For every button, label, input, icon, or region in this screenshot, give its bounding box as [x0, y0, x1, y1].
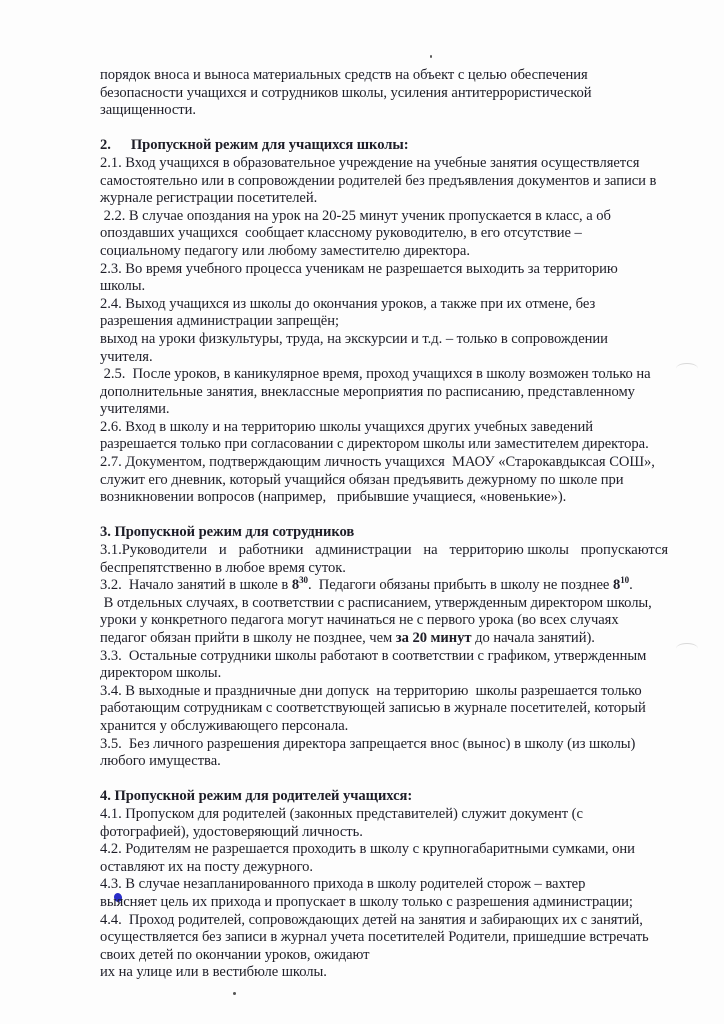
arrival-time — [613, 577, 629, 593]
word: и — [218, 542, 227, 559]
text-fragment: педагог обязан прийти в школу не позднее, чем — [100, 630, 396, 646]
word: на — [423, 542, 438, 559]
text-line: любого имущества. — [100, 753, 221, 770]
word: работники — [238, 542, 304, 559]
text-line: социальному педагогу или любому заместителю директора. — [100, 242, 470, 259]
text-line: опоздавших учащихся сообщает классному руководителю, в его отсутствие – — [100, 225, 582, 242]
start-time-hour: 8 — [291, 577, 300, 594]
text-line: осуществляется без записи в журнал учета посетителей Родители, пришедшие встречать — [100, 929, 649, 946]
start-time-minutes: 30 — [299, 575, 308, 586]
text-line: директором школы. — [100, 665, 222, 682]
text-line-schedule — [100, 577, 700, 595]
text-line: фотографией), удостоверяющий личность. — [100, 823, 363, 840]
text-line: 2.4. Выход учащихся из школы до окончания уроков, а также при их отмене, без — [100, 295, 596, 312]
text-fragment: 3.2. Начало занятий в школе в — [100, 577, 292, 594]
text-line: 2.6. Вход в школу и на территорию школы учащихся других учебных заведений — [100, 418, 594, 435]
scan-speck — [430, 55, 432, 58]
section-number: 2. — [100, 137, 111, 154]
section-heading: 3. Пропускной режим для сотрудников — [100, 524, 355, 541]
text-line: беспрепятственно в любое время суток. — [100, 559, 346, 576]
text-fragment: . — [629, 577, 633, 594]
text-line: порядок вноса и выноса материальных средств на объект с целью обеспечения — [100, 67, 588, 83]
text-fragment: . Педагоги обязаны прибыть в школу не позднее — [308, 577, 613, 594]
text-line: журнале регистрации посетителей. — [100, 190, 318, 207]
word: территорию школы — [449, 542, 569, 559]
scan-speck — [233, 992, 236, 995]
word: 3.1.Руководители — [100, 542, 207, 559]
section-heading — [100, 137, 700, 155]
text-line: 3.4. В выходные и праздничные дни допуск на территорию школы разрешается только — [100, 682, 642, 699]
section-students — [100, 137, 700, 506]
text-line: самостоятельно или в сопровождении родителей без предъявления документов и записи в — [100, 172, 657, 189]
arrival-time-minutes: 10 — [620, 575, 630, 586]
text-line-20min — [100, 630, 700, 648]
text-line: учителями. — [100, 401, 170, 418]
justified-text-line — [100, 542, 668, 560]
text-line: выход на уроки физкультуры, труда, на экскурсии и т.д. – только в сопровождении — [100, 330, 608, 347]
document-body — [100, 67, 700, 982]
text-line: хранится у обслуживающего персонала. — [100, 717, 349, 734]
text-line: 4.4. Проход родителей, сопровождающих детей на занятия и забирающих их с занятий, — [100, 911, 643, 928]
text-line: В отдельных случаях, в соответствии с расписанием, утвержденным директором школы, — [100, 594, 652, 611]
text-line: 2.1. Вход учащихся в образовательное учреждение на учебные занятия осуществляется — [100, 154, 640, 171]
text-line: служит его дневник, который учащийся обязан предъявить дежурному по школе при — [100, 471, 624, 488]
intro-paragraph — [100, 67, 700, 120]
paragraph-gap — [100, 120, 700, 138]
text-line: своих детей по окончании уроков, ожидают — [100, 946, 370, 963]
text-line: безопасности учащихся и сотрудников школы, усиления антитеррористической — [100, 84, 592, 101]
text-line: 2.3. Во время учебного процесса ученикам не разрешается выходить за территорию — [100, 260, 618, 277]
text-line: их на улице или в вестибюле школы. — [100, 964, 327, 981]
word: пропускаются — [580, 542, 668, 559]
arrival-time-hour: 8 — [612, 577, 621, 594]
text-line: работающим сотрудникам с соответствующей записью в журнале посетителей, который — [100, 700, 646, 717]
section-staff — [100, 524, 700, 770]
paragraph-gap — [100, 771, 700, 789]
text-line: учителя. — [100, 348, 153, 365]
bold-duration: за 20 минут — [395, 630, 472, 646]
text-line: 2.7. Документом, подтверждающим личность учащихся МАОУ «Старокавдыксая СОШ», — [100, 454, 655, 471]
text-line: 2.2. В случае опоздания на урок на 20-25 минут ученик пропускается в класс, а об — [100, 207, 611, 224]
text-line: школы. — [100, 278, 146, 295]
text-line: 4.2. Родителям не разрешается проходить в школу с крупногабаритными сумками, они — [100, 841, 635, 858]
text-line: 4.1. Пропуском для родителей (законных представителей) служит документ (с — [100, 805, 583, 822]
text-line: оставляют их на посту дежурного. — [100, 858, 314, 875]
text-line: 2.5. После уроков, в каникулярное время, проход учащихся в школу возможен только на — [100, 366, 651, 383]
word: администрации — [315, 542, 412, 559]
text-line: уроки у конкретного педагога могут начинаться не с первого урока (во всех случаях — [100, 612, 619, 629]
text-line: разрешается только при согласовании с директором школы или заместителем директора. — [100, 436, 649, 453]
text-line: возникновении вопросов (например, прибывшие учащиеся, «новенькие»). — [100, 489, 567, 506]
section-title: Пропускной режим для учащихся школы: — [130, 137, 409, 154]
text-line: 3.5. Без личного разрешения директора запрещается внос (вынос) в школу (из школы) — [100, 735, 636, 752]
section-heading: 4. Пропускной режим для родителей учащихся: — [100, 788, 413, 805]
text-fragment: до начала занятий). — [471, 630, 595, 646]
text-line: 4.3. В случае незапланированного прихода в школу родителей сторож – вахтер — [100, 876, 586, 893]
text-line: 3.3. Остальные сотрудники школы работают в соответствии с графиком, утвержденным — [100, 647, 647, 664]
section-parents — [100, 788, 700, 982]
text-line: защищенности. — [100, 102, 196, 119]
start-time — [292, 577, 308, 593]
paragraph-gap — [100, 507, 700, 525]
text-line: дополнительные занятия, внеклассные мероприятия по расписанию, представленному — [100, 383, 635, 400]
text-line: разрешения администрации запрещён; — [100, 313, 339, 330]
text-line: выясняет цель их прихода и пропускает в школу только с разрешения администрации; — [100, 893, 633, 910]
